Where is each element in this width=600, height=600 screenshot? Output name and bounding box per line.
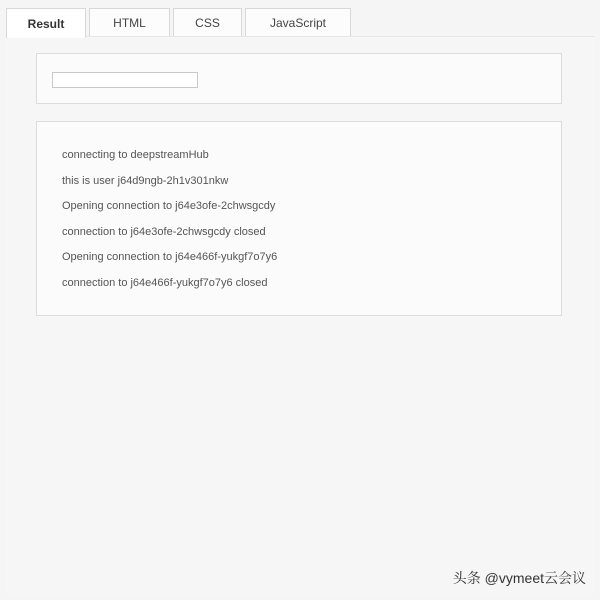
tab-css[interactable]: CSS [173,8,242,37]
log-line: Opening connection to j64e3ofe-2chwsgcdy [62,200,276,213]
log-line: connecting to deepstreamHub [62,149,209,161]
tab-bar [6,8,351,37]
input-panel [36,53,562,104]
log-list [62,149,277,303]
watermark: 头条 @vymeet云会议 [452,570,586,586]
log-panel [36,121,562,316]
log-line: connection to j64e3ofe-2chwsgcdy closed [62,225,266,238]
tab-result[interactable]: Result [6,8,86,38]
tab-javascript[interactable]: JavaScript [245,8,351,37]
tab-html[interactable]: HTML [89,8,170,37]
log-line: connection to j64e466f-yukgf7o7y6 closed [62,276,268,289]
log-line: Opening connection to j64e466f-yukgf7o7y6 [62,251,278,264]
log-line: this is user j64d9ngb-2h1v301nkw [62,174,229,187]
text-input[interactable] [52,72,198,88]
result-pane [6,36,594,598]
